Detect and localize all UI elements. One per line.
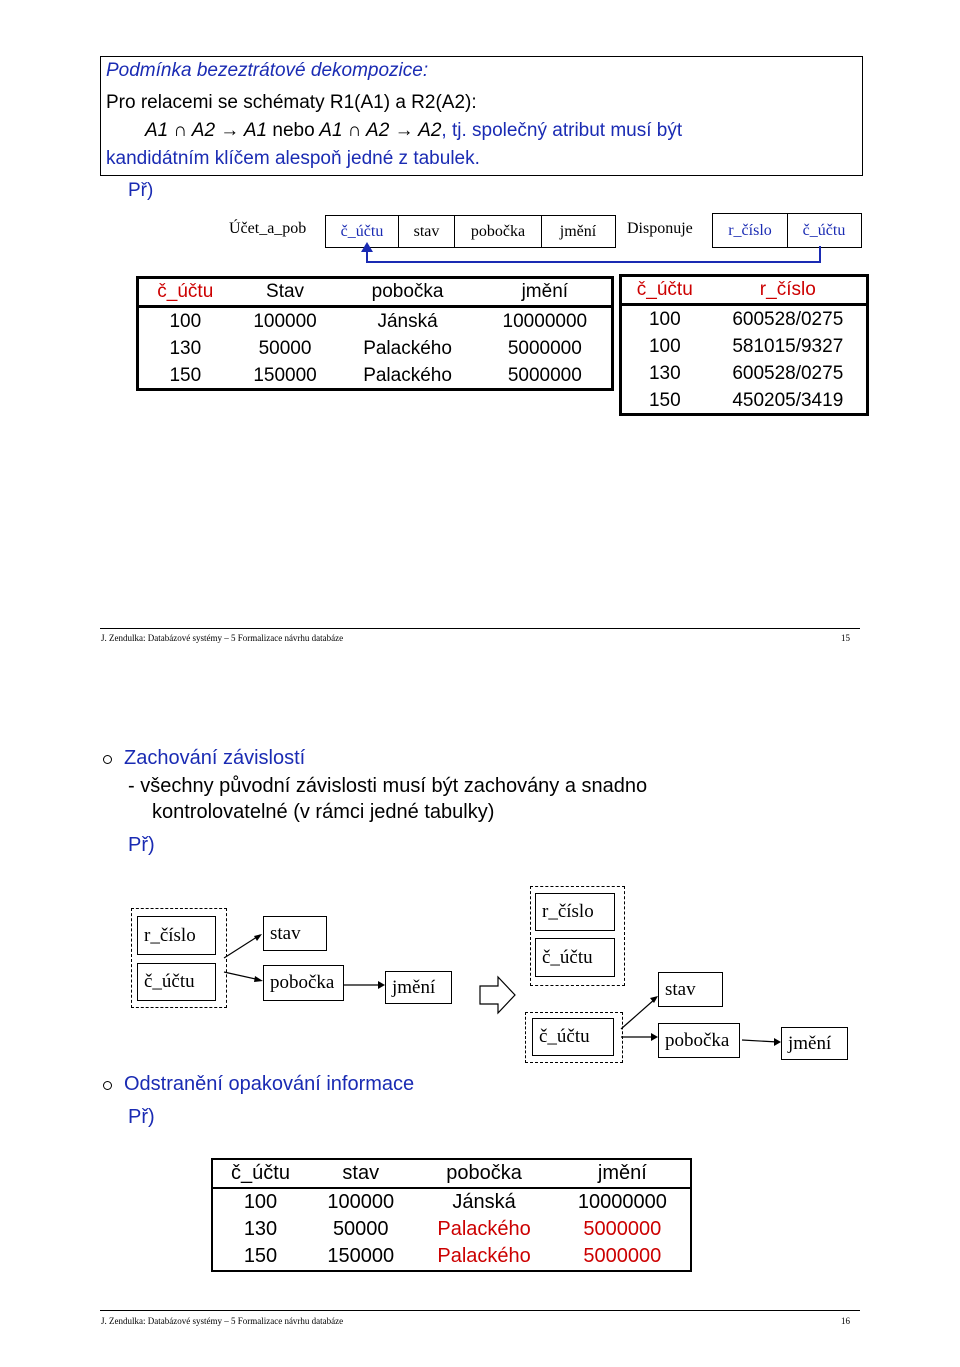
schema1-attr: č_účtu (340, 222, 384, 240)
attr-jmeni: jmění (781, 1027, 848, 1060)
dependency-arrows-right (615, 985, 790, 1055)
column-header: č_účtu (621, 276, 709, 305)
schema1-attr: pobočka (454, 216, 541, 247)
schema2-name: Disponuje (627, 220, 693, 237)
schema2-attr: r_číslo (728, 221, 772, 239)
definition-line1: Pro relacemi se schématy R1(A1) a R2(A2): (106, 92, 477, 113)
table-row: 150 450205/3419 (648, 389, 844, 411)
column-header: stav (308, 1160, 413, 1188)
schema1-attr: stav (398, 216, 454, 247)
example-label: Př) (128, 180, 154, 201)
page-number: 15 (841, 633, 850, 643)
column-header: č_účtu (213, 1160, 308, 1188)
bullet-odstraneni: Odstranění opakování informace (124, 1073, 415, 1095)
table-row: 100 581015/9327 (648, 335, 844, 357)
table-row: 100 100000 Jánská 10000000 (243, 1191, 667, 1213)
table-row: 150 150000 Palackého 5000000 (169, 364, 582, 386)
example-label: Př) (128, 1106, 155, 1128)
table-row: 100 600528/0275 (648, 308, 844, 330)
transform-arrow-icon (478, 975, 518, 1015)
schema2-attr: č_účtu (787, 214, 860, 247)
example-label: Př) (128, 834, 155, 856)
attr-stav: stav (658, 972, 723, 1007)
sub-bullet-line1: - všechny původní závislosti musí být zachovány a snadno (128, 775, 648, 797)
foreign-key-arrow (350, 240, 830, 270)
table-ucet-a-pob (138, 278, 612, 389)
sub-bullet-line2: kontrolovatelné (v rámci jedné tabulky) (152, 801, 495, 823)
dependency-arrows (220, 925, 390, 995)
page-number: 16 (841, 1316, 850, 1326)
column-header: Stav (233, 278, 338, 307)
schema1-name: Účet_a_pob (229, 220, 307, 237)
table-row: 130 600528/0275 (648, 362, 844, 384)
bullet-zachovani: Zachování závislostí (124, 747, 306, 769)
table-row: 150 150000 Palackého 5000000 (243, 1245, 662, 1267)
table-row: 130 50000 Palackého 5000000 (243, 1218, 662, 1240)
attr-c-uctu: č_účtu (535, 938, 615, 977)
table-redundant (213, 1160, 690, 1270)
attr-stav: stav (263, 916, 327, 951)
bullet-icon (103, 755, 112, 764)
column-header: pobočka (337, 278, 477, 307)
bullet-icon (103, 1081, 112, 1090)
table-row: 130 50000 Palackého 5000000 (169, 337, 582, 359)
footer-text: J. Zendulka: Databázové systémy – 5 Formalizace návrhu databáze (101, 1316, 344, 1326)
table-disponuje (621, 276, 867, 414)
footer-divider (100, 628, 860, 629)
attr-jmeni: jmění (385, 971, 452, 1004)
attr-pobocka: pobočka (658, 1023, 740, 1058)
column-header: pobočka (414, 1160, 555, 1188)
attr-pobocka: pobočka (263, 965, 344, 1001)
column-header: r_číslo (709, 276, 867, 305)
column-header: jmění (555, 1160, 690, 1188)
definition-title: Podmínka bezeztrátové dekompozice: (106, 60, 429, 81)
attr-c-uctu: č_účtu (532, 1018, 614, 1056)
schema1-attr: jmění (541, 216, 614, 247)
attr-r-cislo: r_číslo (535, 893, 615, 931)
definition-line3: kandidátním klíčem alespoň jedné z tabulek. (106, 148, 480, 169)
footer-divider (100, 1310, 860, 1311)
column-header: jmění (478, 278, 612, 307)
column-header: č_účtu (138, 278, 233, 307)
definition-condition: A1 ∩ A2 → A1 nebo A1 ∩ A2 → A2, tj. společný atribut musí být (145, 120, 683, 141)
table-row: 100 100000 Jánská 10000000 (169, 310, 588, 332)
attr-r-cislo: r_číslo (137, 916, 216, 955)
footer-text: J. Zendulka: Databázové systémy – 5 Formalizace návrhu databáze (101, 633, 344, 643)
attr-c-uctu: č_účtu (137, 963, 216, 1001)
